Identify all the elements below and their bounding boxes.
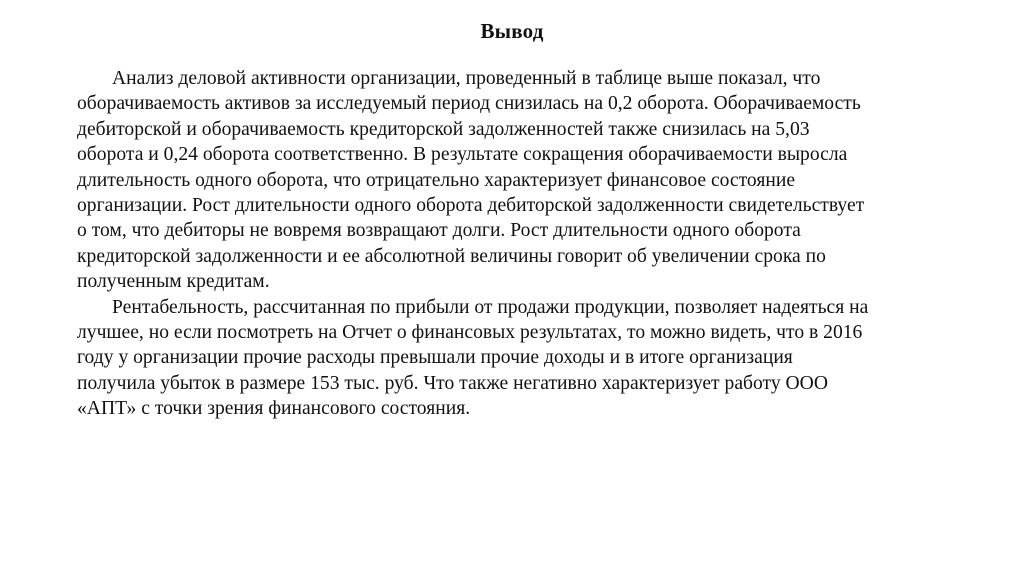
text-line: получила убыток в размере 153 тыс. руб. Что также негативно характеризует работу ООО — [77, 372, 828, 394]
text-line: оборачиваемость активов за исследуемый период снизилась на 0,2 оборота. Оборачиваемость — [77, 93, 861, 115]
body-text — [77, 66, 947, 422]
text-line: Рентабельность, рассчитанная по прибыли от продажи продукции, позволяет надеяться на — [112, 296, 869, 318]
text-line: о том, что дебиторы не вовремя возвращают долги. Рост длительности одного оборота — [77, 220, 801, 242]
paragraph-profitability — [77, 295, 947, 422]
slide-title: Вывод — [480, 19, 544, 43]
text-line: длительность одного оборота, что отрицательно характеризует финансовое состояние — [77, 169, 796, 191]
text-line: полученным кредитам. — [77, 271, 270, 293]
text-line: году у организации прочие расходы превышали прочие доходы и в итоге организация — [77, 347, 793, 369]
text-line: организации. Рост длительности одного оборота дебиторской задолженности свидетельствует — [77, 195, 865, 217]
paragraph-business-activity — [77, 66, 947, 295]
text-line: кредиторской задолженности и ее абсолютной величины говорит об увеличении срока по — [77, 245, 826, 267]
text-line: Анализ деловой активности организации, проведенный в таблице выше показал, что — [112, 68, 821, 89]
text-line: лучшее, но если посмотреть на Отчет о финансовых результатах, то можно видеть, что в 2016 — [77, 322, 863, 344]
text-line: оборота и 0,24 оборота соответственно. В результате сокращения оборачиваемости выросла — [77, 144, 848, 166]
text-line: «АПТ» с точки зрения финансового состояния. — [77, 398, 471, 420]
text-line: дебиторской и оборачиваемость кредиторской задолженностей также снизилась на 5,03 — [77, 118, 810, 140]
